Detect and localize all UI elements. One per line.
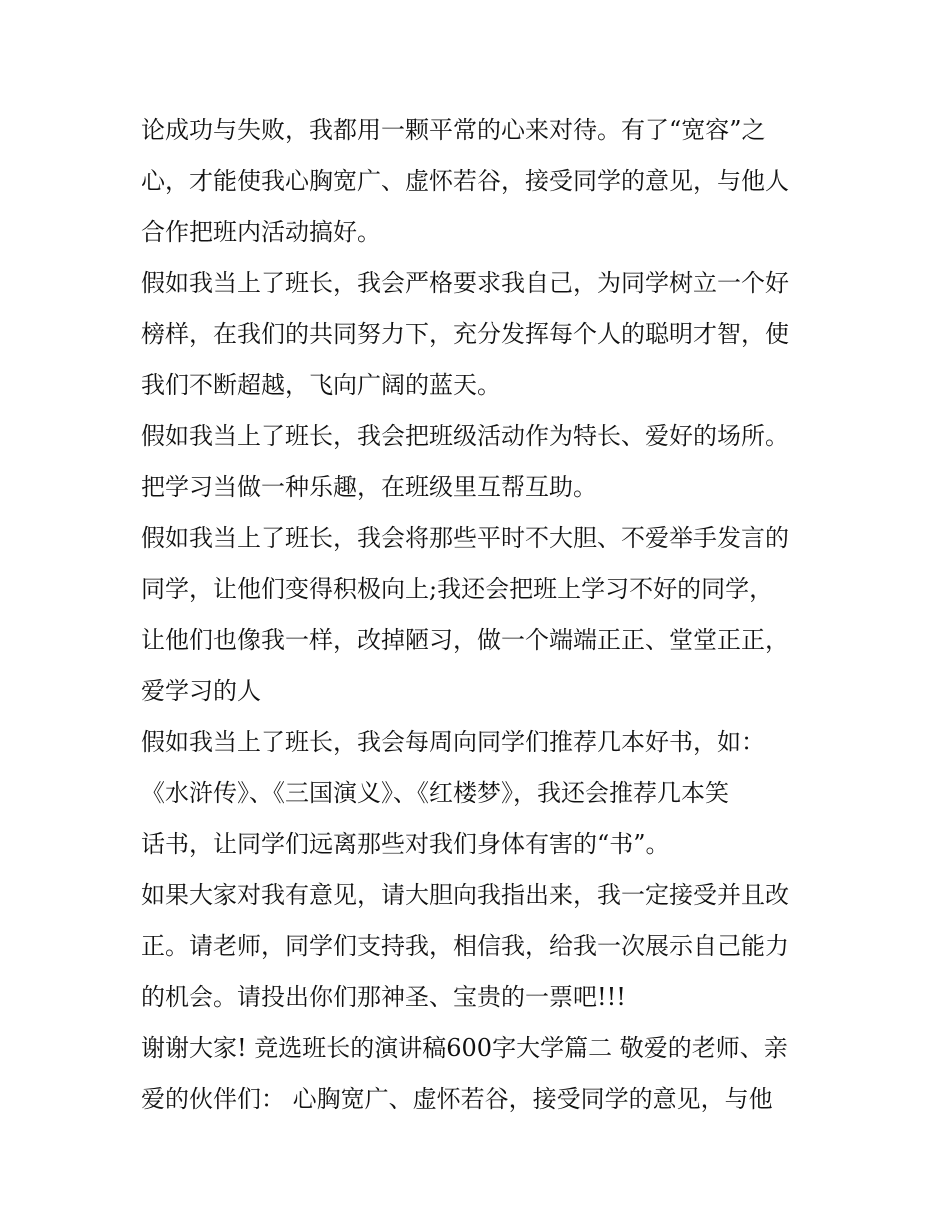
document-body <box>141 108 821 1128</box>
text-line: 如果大家对我有意见，请大胆向我指出来，我一定接受并且改 <box>141 881 789 909</box>
text-line: 把学习当做一种乐趣，在班级里互帮互助。 <box>141 473 597 501</box>
text-line: 假如我当上了班长，我会把班级活动作为特长、爱好的场所。 <box>141 422 789 450</box>
text-line: 爱的伙伴们： 心胸宽广、虚怀若谷，接受同学的意见，与他 <box>141 1085 773 1113</box>
text-line: 正。请老师，同学们支持我，相信我，给我一次展示自己能力 <box>141 932 789 960</box>
text-line: 《水浒传》、《三国演义》、《红楼梦》，我还会推荐几本笑 <box>141 779 729 807</box>
text-line: 我们不断超越，飞向广阔的蓝天。 <box>141 371 501 399</box>
text-line: 的机会。请投出你们那神圣、宝贵的一票吧!!! <box>141 983 626 1011</box>
text-line: 假如我当上了班长，我会将那些平时不大胆、不爱举手发言的 <box>141 524 789 552</box>
text-line: 让他们也像我一样，改掉陋习，做一个端端正正、堂堂正正， <box>141 626 789 654</box>
text-line: 榜样，在我们的共同努力下，充分发挥每个人的聪明才智，使 <box>141 320 789 348</box>
text-line: 心，才能使我心胸宽广、虚怀若谷，接受同学的意见，与他人 <box>141 167 789 195</box>
text-line: 论成功与失败，我都用一颗平常的心来对待。有了“宽容”之 <box>141 116 766 144</box>
text-line: 爱学习的人 <box>141 677 261 705</box>
text-line: 谢谢大家! 竞选班长的演讲稿600字大学篇二 敬爱的老师、亲 <box>141 1034 788 1062</box>
text-line: 假如我当上了班长，我会严格要求我自己，为同学树立一个好 <box>141 269 789 297</box>
text-line: 同学，让他们变得积极向上;我还会把班上学习不好的同学， <box>141 575 774 603</box>
text-line: 合作把班内活动搞好。 <box>141 218 381 246</box>
text-line: 假如我当上了班长，我会每周向同学们推荐几本好书，如： <box>141 728 765 756</box>
text-line: 话书，让同学们远离那些对我们身体有害的“书”。 <box>141 830 670 858</box>
